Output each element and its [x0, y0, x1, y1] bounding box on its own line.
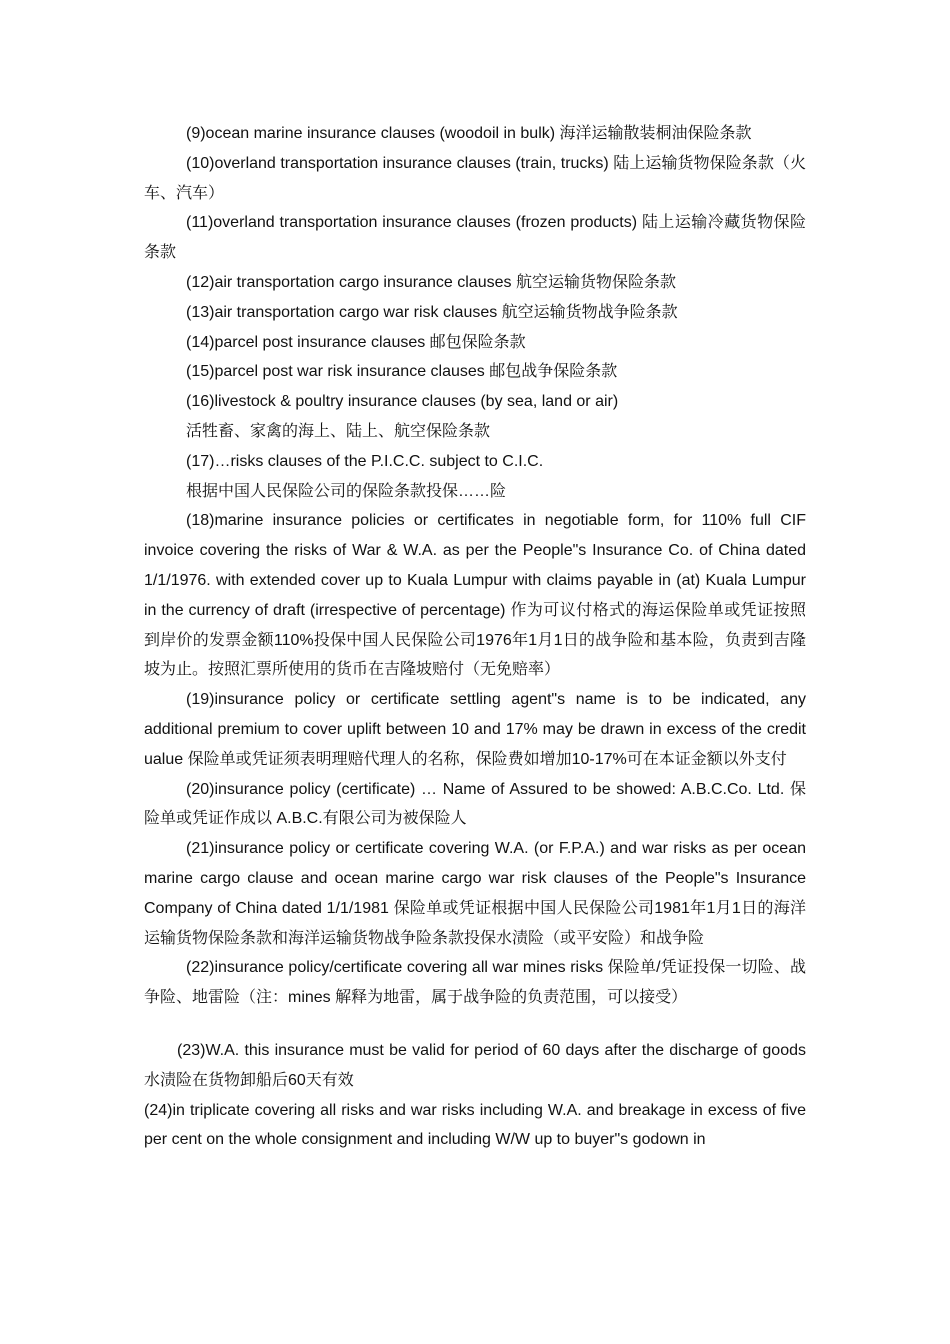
clause-14: (14)parcel post insurance clauses 邮包保险条款 [186, 333, 526, 351]
clause-21: (21)insurance policy or certificate covering W.A. (or F.P.A.) and war risks as per ocean marine cargo clause and ocean marine cargo war risk clauses of the People"s Insurance Company of China dated 1/1/1981 保险单或凭证根据中国人民保险公司1981年1月1日的海洋运输货物保险条款和海洋运输货物战争险条款投保水渍险（或平安险）和战争险 [144, 840, 806, 947]
clause-19: (19)insurance policy or certificate settling agent"s name is to be indicated, any additional premium to cover uplift between 10 and 17% may be drawn in excess of the credit ualue 保险单或凭证须表明理赔代理人的名称，保险费如增加10-17%可在本证金额以外支付 [144, 691, 806, 768]
clause-10: (10)overland transportation insurance clauses (train, trucks) 陆上运输货物保险条款（火车、汽车） [144, 154, 806, 202]
clause-17-translation: 根据中国人民保险公司的保险条款投保……险 [186, 482, 507, 500]
clause-11: (11)overland transportation insurance clauses (frozen products) 陆上运输冷藏货物保险条款 [144, 214, 806, 262]
clause-16-translation: 活牲畜、家禽的海上、陆上、航空保险条款 [186, 422, 491, 440]
clause-12: (12)air transportation cargo insurance clauses 航空运输货物保险条款 [186, 273, 676, 291]
clause-9: (9)ocean marine insurance clauses (woodoil in bulk) 海洋运输散装桐油保险条款 [186, 125, 752, 142]
clause-17: (17)…risks clauses of the P.I.C.C. subject to C.I.C. [186, 452, 544, 470]
clause-24: (24)in triplicate covering all risks and war risks including W.A. and breakage in excess of five per cent on the whole consignment and including W/W up to buyer"s godown in [144, 1101, 806, 1149]
clause-22: (22)insurance policy/certificate covering all war mines risks 保险单/凭证投保一切险、战争险、地雷险（注：mines 解释为地雷，属于战争险的负责范围，可以接受） [144, 959, 806, 1007]
clause-15: (15)parcel post war risk insurance clauses 邮包战争保险条款 [186, 363, 618, 381]
clause-23: (23)W.A. this insurance must be valid for period of 60 days after the discharge of goods 水渍险在货物卸船后60天有效 [144, 1041, 806, 1089]
document-page [144, 119, 806, 1155]
clause-16: (16)livestock & poultry insurance clauses (by sea, land or air) [186, 393, 619, 411]
clause-13: (13)air transportation cargo war risk clauses 航空运输货物战争险条款 [186, 303, 678, 321]
clause-18: (18)marine insurance policies or certificates in negotiable form, for 110% full CIF invoice covering the risks of War & W.A. as per the People"s Insurance Co. of China dated 1/1/1976. with extended cover up to Kuala Lumpur with claims payable in (at) Kuala Lumpur in the currency of draft (irrespective of percentage) 作为可议付格式的海运保险单或凭证按照到岸价的发票金额110%投保中国人民保险公司1976年1月1日的战争险和基本险，负责到吉隆坡为止。按照汇票所使用的货币在吉隆坡赔付（无免赔率） [144, 512, 806, 679]
paragraph-gap [144, 1013, 806, 1036]
clause-20: (20)insurance policy (certificate) … Name of Assured to be showed: A.B.C.Co. Ltd. 保险单或凭证作成以 A.B.C.有限公司为被保险人 [144, 780, 806, 828]
